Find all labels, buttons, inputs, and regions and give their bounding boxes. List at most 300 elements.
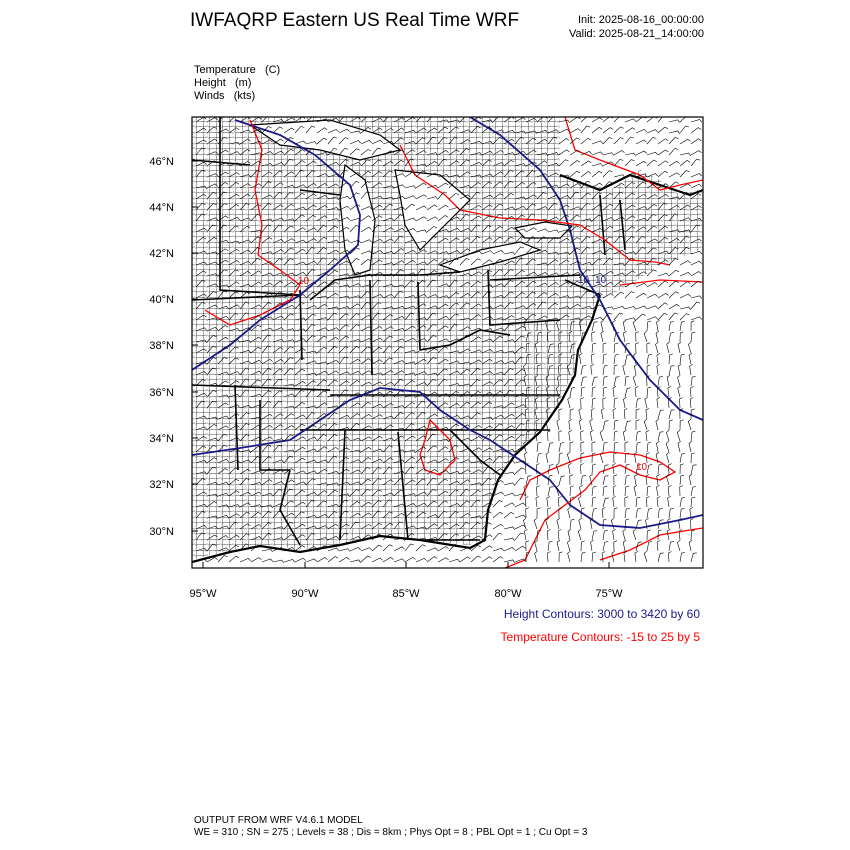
wind-barb [602, 508, 605, 519]
wind-barb [680, 486, 683, 496]
wind-barb [633, 320, 636, 331]
wind-barb [656, 419, 659, 430]
wind-barb [680, 126, 689, 133]
wind-barb [567, 452, 570, 463]
wind-barb [601, 331, 604, 342]
wind-barb [669, 173, 680, 177]
wind-barb [624, 409, 627, 420]
wind-barb [603, 376, 608, 386]
wind-barb [634, 485, 637, 496]
wind-barb [603, 542, 608, 551]
wind-barb [647, 486, 651, 496]
wind-barb [669, 281, 679, 287]
field-height: Height (m) [194, 77, 252, 89]
wind-barb [493, 557, 503, 562]
wind-barb [603, 498, 609, 507]
wind-barb [372, 545, 382, 551]
wind-barb [680, 153, 691, 156]
wind-barb [644, 331, 647, 342]
wind-barb [592, 486, 597, 496]
wind-barb [548, 541, 553, 551]
footer-model: OUTPUT FROM WRF V4.6.1 MODEL [194, 815, 363, 826]
wind-barb [493, 524, 504, 529]
wind-barb [688, 419, 691, 430]
latitude-axis [149, 156, 198, 538]
wind-barb [383, 557, 394, 562]
wind-barb [636, 398, 641, 408]
wind-barb [623, 529, 626, 540]
wind-barb [592, 343, 596, 353]
wind-barb [635, 386, 638, 397]
wind-barb [262, 559, 273, 562]
wind-barb [559, 552, 563, 562]
wind-barb [614, 398, 618, 408]
wind-barb [658, 464, 662, 474]
wind-barb [657, 397, 660, 408]
wind-barb [623, 540, 626, 551]
wind-barb [691, 261, 702, 265]
wind-barb [657, 353, 660, 364]
wind-barb [504, 512, 514, 518]
wind-barb [636, 293, 646, 298]
wind-barb [625, 318, 636, 321]
wind-barb [680, 321, 685, 331]
wind-barb [579, 518, 582, 529]
wind-barb [578, 529, 581, 540]
wind-barb [592, 531, 597, 540]
wind-barb [603, 476, 608, 485]
field-temperature: Temperature (C) [194, 64, 281, 76]
wind-barb [646, 430, 649, 441]
wind-barb [691, 465, 697, 474]
wind-barb [614, 354, 619, 364]
wind-barb [547, 530, 550, 541]
wind-barb [614, 431, 618, 441]
wind-barb [680, 398, 683, 408]
wind-barb [603, 486, 607, 496]
wind-barb [647, 306, 658, 309]
wind-barb [570, 129, 581, 133]
wind-barb [691, 332, 695, 342]
wind-barb [229, 556, 239, 562]
wind-barb [691, 453, 695, 463]
wind-barb [493, 501, 502, 508]
wind-barb [669, 332, 674, 342]
wind-barb [592, 322, 598, 331]
wind-barb [603, 138, 613, 145]
wind-barb [591, 540, 594, 551]
lon-label: 90°W [291, 588, 319, 600]
wind-barb [535, 540, 538, 551]
model-footer [194, 815, 587, 839]
wind-barb [678, 375, 681, 386]
wind-barb [658, 273, 669, 276]
wind-barb [658, 293, 669, 298]
wind-barb [689, 540, 692, 551]
wind-barb [613, 408, 616, 419]
wind-barb [624, 551, 627, 562]
wind-barb [690, 364, 693, 375]
wind-barb [677, 430, 680, 441]
wind-barb [678, 386, 681, 397]
wind-barb [590, 419, 593, 430]
wind-barb [680, 139, 690, 144]
wind-barb [614, 508, 617, 518]
wind-barb [569, 430, 572, 441]
wind-barb [504, 538, 515, 541]
wind-barb [372, 558, 383, 562]
wind-barb [601, 408, 604, 419]
wind-barb [677, 540, 680, 551]
wind-barb [647, 283, 658, 288]
wind-barb [581, 475, 586, 485]
wind-barb [691, 431, 695, 441]
wind-barb [438, 558, 449, 562]
wind-barb [581, 161, 591, 166]
wind-barb [657, 497, 660, 508]
wind-barb [603, 153, 614, 156]
wind-barb [535, 551, 538, 562]
wind-barb [603, 171, 613, 177]
wind-barb [623, 320, 626, 331]
wind-barb [625, 153, 636, 156]
wind-barb [647, 130, 658, 133]
wind-barb [537, 486, 540, 496]
wind-barb [515, 515, 526, 518]
wind-barb [449, 559, 460, 562]
wind-barb [691, 128, 701, 133]
lon-label: 75°W [595, 588, 623, 600]
wind-barb [658, 410, 664, 419]
wind-barb [636, 420, 639, 430]
wind-barb [614, 138, 624, 144]
wind-barb [658, 313, 667, 320]
wind-barb [646, 497, 649, 508]
wind-barb [680, 272, 691, 276]
wind-barb [558, 530, 561, 541]
wind-barb [656, 342, 659, 353]
wind-barb [680, 294, 691, 298]
wind-barb [647, 343, 650, 353]
wind-barb [569, 419, 572, 430]
wind-barb [658, 432, 664, 441]
wind-barb [548, 443, 553, 452]
wind-barb [691, 151, 702, 155]
wind-barb [536, 496, 539, 507]
wind-barb [680, 282, 690, 287]
wind-barb [558, 497, 561, 508]
wind-barb [691, 174, 702, 178]
wind-barb [680, 552, 685, 562]
wind-barb [284, 560, 295, 563]
wind-barb [691, 184, 702, 188]
wind-barb [669, 161, 680, 166]
wind-barb [526, 508, 529, 518]
wind-barb [581, 541, 585, 551]
wind-barb [678, 342, 681, 353]
wind-barb [579, 353, 582, 364]
wind-barb [689, 353, 692, 364]
wind-barb [592, 508, 597, 518]
wind-barb [218, 556, 228, 563]
wind-barb [613, 386, 616, 397]
wind-barb [680, 508, 685, 518]
wind-barb [581, 172, 591, 178]
wind-barb [680, 332, 684, 342]
wind-barb [416, 545, 426, 551]
wind-barb [328, 557, 338, 563]
wind-barb [657, 441, 660, 452]
wind-barb [636, 129, 647, 133]
wind-barb [625, 128, 635, 133]
wind-barb [657, 541, 660, 552]
wind-barb [603, 354, 607, 364]
wind-barb [534, 518, 537, 529]
wind-barb [262, 549, 273, 552]
wind-barb [547, 496, 550, 507]
wind-barb [647, 152, 658, 155]
wind-barb [328, 548, 339, 551]
wind-barb [482, 557, 492, 562]
wind-barb [657, 320, 660, 331]
wind-barb [623, 331, 626, 342]
wind-barb [524, 529, 527, 540]
wind-barb [570, 486, 574, 496]
wind-barb [591, 364, 594, 375]
wind-barb [691, 120, 702, 123]
wind-barb [658, 303, 668, 309]
wind-barb [581, 431, 584, 441]
wind-barb [306, 559, 317, 562]
wind-barb [504, 527, 515, 530]
wind-barb [559, 150, 569, 155]
wind-barb [680, 453, 685, 463]
wind-barb [383, 545, 393, 551]
wind-barb [579, 408, 582, 419]
wind-barb [557, 540, 560, 551]
wind-barb [691, 159, 700, 166]
wind-barb [570, 161, 580, 167]
wind-barb [669, 420, 673, 430]
wind-barb [504, 560, 515, 563]
wind-barb [556, 463, 559, 474]
wind-barb [592, 442, 595, 452]
wind-barb [635, 551, 638, 562]
wind-barb [339, 557, 350, 562]
wind-barb [636, 306, 647, 309]
wind-barb [557, 518, 560, 529]
lat-label: 34°N [149, 433, 174, 445]
wind-barb [537, 442, 541, 452]
wind-barb [592, 387, 596, 397]
wind-barb [691, 530, 695, 540]
wind-barb [405, 544, 414, 551]
wind-barb [504, 493, 515, 496]
wind-barb [568, 529, 571, 540]
wind-barb [581, 387, 585, 397]
wind-barb [669, 541, 674, 551]
wind-barb [691, 302, 700, 309]
wind-barb [603, 343, 606, 353]
wind-barb [427, 548, 438, 551]
wind-barb [625, 292, 635, 298]
wind-barb [669, 120, 680, 123]
wind-barb [636, 442, 641, 452]
wind-barb [647, 160, 657, 166]
wind-barb [601, 320, 604, 331]
wind-barb [691, 553, 697, 562]
wind-barb [405, 557, 416, 562]
wind-barb [668, 496, 671, 507]
wind-barb [625, 497, 628, 507]
wind-barb [559, 443, 564, 453]
wind-barb [570, 117, 580, 122]
wind-barb [614, 306, 625, 309]
wind-barb [515, 478, 524, 485]
wind-barb [658, 508, 663, 518]
wind-barb [592, 497, 596, 507]
wind-barb [603, 442, 608, 452]
wind-barb [613, 529, 616, 540]
wind-barb [592, 152, 603, 155]
wind-barb [603, 421, 609, 430]
wind-barb [559, 409, 562, 419]
wind-barb [559, 160, 569, 166]
wind-barb [438, 547, 449, 552]
wind-barb [295, 558, 306, 562]
wind-barb [592, 171, 602, 177]
wind-barb [690, 519, 693, 530]
wind-barb [647, 317, 658, 320]
wind-barb [666, 441, 669, 452]
wind-barb [394, 559, 405, 562]
wind-barb [623, 364, 626, 375]
wind-barb [515, 494, 526, 497]
wind-barb [614, 453, 617, 463]
lat-label: 46°N [149, 156, 174, 168]
wind-barb [515, 468, 525, 474]
wind-barb [592, 464, 596, 474]
wind-barb [658, 150, 668, 155]
wind-barb [570, 171, 580, 177]
wind-barb [691, 376, 696, 386]
wind-barb [614, 127, 624, 133]
wind-barb [603, 530, 608, 540]
wind-barb [603, 387, 607, 397]
wind-barb [592, 398, 596, 408]
wind-barb [570, 475, 573, 485]
lat-label: 30°N [149, 526, 174, 538]
wind-barb [559, 139, 569, 145]
wind-barb [614, 159, 623, 166]
wind-barb [581, 126, 590, 133]
wind-barb [614, 343, 618, 353]
wind-barb [559, 431, 562, 441]
wind-barb [547, 552, 550, 563]
wind-barb [669, 148, 678, 155]
wind-barb [668, 386, 671, 397]
wind-barb [647, 137, 656, 144]
temperature-contour-note: Temperature Contours: -15 to 25 by 5 [500, 630, 700, 644]
wind-barb [548, 431, 551, 441]
wind-barb [647, 294, 658, 298]
wind-barb [690, 387, 693, 398]
wind-barb [625, 388, 631, 397]
temp-contour-label: 10 [636, 462, 648, 473]
wind-barb [570, 519, 575, 529]
wind-barb [680, 354, 684, 364]
wind-barb [625, 160, 635, 166]
wind-barb [669, 292, 679, 298]
wind-barb [691, 317, 702, 320]
wind-barb [603, 365, 608, 375]
wind-barb [613, 486, 616, 497]
lat-label: 38°N [149, 340, 174, 352]
wind-barb [273, 560, 284, 563]
wind-barb [579, 496, 582, 507]
wind-barb [493, 548, 504, 551]
wind-barb [592, 141, 603, 144]
wind-barb [625, 421, 631, 430]
wind-barb [647, 465, 652, 474]
wind-barb [524, 452, 527, 463]
wind-barb [691, 497, 695, 507]
wind-barb [427, 557, 437, 562]
wind-barb [669, 313, 678, 320]
wind-barb [633, 375, 636, 386]
wind-barb [669, 366, 674, 375]
wind-barb [614, 151, 625, 156]
wind-barb [603, 519, 607, 529]
wind-barb [690, 398, 693, 409]
wind-barb [613, 496, 616, 507]
wind-barb [592, 332, 595, 342]
wind-barb [667, 452, 670, 463]
wind-barb [636, 431, 641, 441]
wind-barb [691, 139, 701, 144]
wind-barb [625, 119, 636, 122]
wind-barb [240, 558, 251, 562]
wind-barb [680, 497, 685, 507]
wind-barb [658, 115, 667, 122]
wind-barb [667, 342, 670, 353]
wind-barb [668, 486, 671, 497]
wind-barb [636, 508, 641, 518]
lon-label: 85°W [392, 588, 420, 600]
wind-barb [603, 128, 613, 133]
footer-config: WE = 310 ; SN = 275 ; Levels = 38 ; Dis = 8km ; Phys Opt = 8 ; PBL Opt = 1 ; Cu Opt = 3 [194, 827, 588, 838]
wind-barb [625, 486, 629, 496]
lon-label: 80°W [494, 588, 522, 600]
wind-barb [614, 377, 619, 386]
map-title: IWFAQRP Eastern US Real Time WRF [190, 10, 520, 31]
wind-barb [537, 508, 540, 518]
wind-barb [515, 503, 526, 507]
wind-barb [570, 409, 574, 419]
wind-barb [625, 453, 629, 463]
wind-barb [647, 530, 651, 540]
wind-barb [667, 529, 670, 540]
wind-barb [647, 508, 652, 518]
wind-barb [592, 127, 602, 133]
lat-label: 42°N [149, 248, 174, 260]
wind-barb [568, 507, 571, 518]
wind-barb [592, 354, 595, 364]
wind-barb [658, 171, 668, 177]
wind-barb [570, 387, 575, 397]
wind-barb [592, 164, 603, 167]
wind-barb [570, 150, 581, 155]
